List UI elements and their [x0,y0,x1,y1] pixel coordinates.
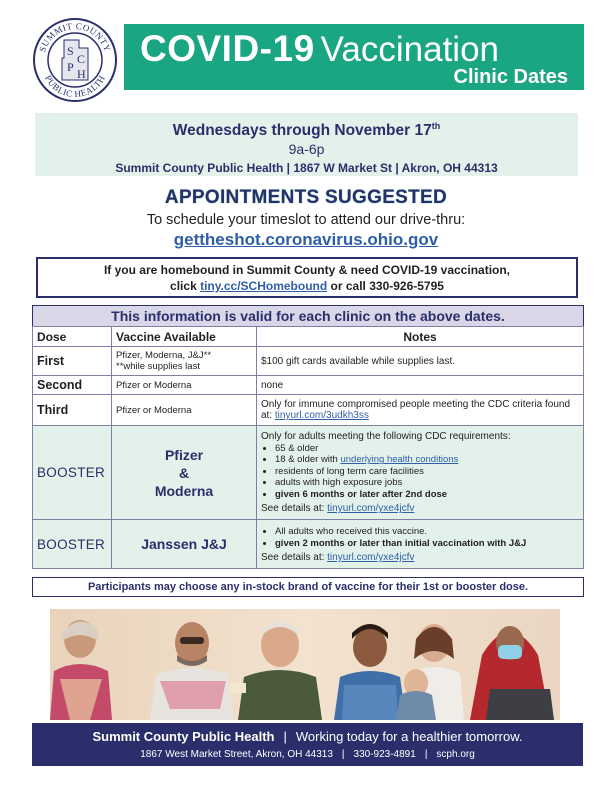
booster1-vaccine-amp: & [178,464,190,481]
footer-org: Summit County Public Health [92,729,275,744]
row-booster2-notes [257,520,584,569]
table-row [33,395,584,426]
booster2-details-text: See details at: [261,552,328,563]
header-vaccine: Vaccine Available [112,327,257,347]
booster1-list [261,443,579,501]
row-second-dose: Second [33,376,112,395]
logo-text-top: SUMMIT COUNTY [37,20,113,54]
vaccine-table [32,326,584,569]
booster2-details [261,552,579,563]
booster1-details-link[interactable]: tinyurl.com/yxe4jcfv [327,503,415,515]
appointments-subtext: To schedule your timeslot to attend our drive-thru: [146,212,466,228]
scph-logo [33,18,117,102]
footer-line2 [32,749,583,760]
schedule-days [35,121,578,140]
booster1-vaccine-moderna: Moderna [154,482,214,499]
booster2-details-link[interactable]: tinyurl.com/yxe4jcfv [327,552,415,563]
participants-note: Participants may choose any in-stock brand of vaccine for their 1st or booster dose. [32,577,584,597]
row-booster1-notes [257,426,584,520]
table-row [33,520,584,569]
footer-address: 1867 West Market Street, Akron, OH 44313 [140,749,333,760]
table-row [33,376,584,395]
row-third-vaccine: Pfizer or Moderna [112,395,257,426]
logo-initial-p: P [67,60,74,74]
homebound-link[interactable]: tiny.cc/SCHomebound [200,279,328,293]
schedule-days-suffix: th [431,121,441,131]
footer-divider: | [341,749,345,760]
table-row [33,426,584,520]
homebound-click-text: click [170,279,201,293]
list-item: • given 6 months or later after 2nd dose [275,489,579,501]
booster1-intro: Only for adults meeting the following CDC requirements: [261,430,511,442]
footer-divider: | [424,749,428,760]
people-photo [50,609,560,720]
row-first-vaccine-line1: Pfizer, Moderna, J&J** [116,350,212,361]
row-second-notes: none [257,376,584,395]
booster1-details [261,503,579,514]
list-item: • 65 & older [275,443,579,455]
row-first-vaccine [112,347,257,376]
table-header-row [33,327,584,347]
logo-initial-h: H [77,67,86,81]
schedule-days-text: Wednesdays through November 17 [172,122,432,140]
row-third-link[interactable]: tinyurl.com/3udkh3ss [274,410,369,421]
booster1-b2-text: 18 & older with [275,454,341,466]
appointments-heading: APPOINTMENTS SUGGESTED [164,187,448,208]
page-title [140,28,499,70]
list-item [275,454,579,466]
booster1-details-text: See details at: [261,503,328,515]
table-row [33,347,584,376]
table-banner: This information is valid for each clinic on the above dates. [32,305,584,327]
row-third-notes [257,395,584,426]
homebound-line2 [38,279,576,293]
row-first-dose: First [33,347,112,376]
homebound-line1: If you are homebound in Summit County & need COVID-19 vaccination, [103,263,511,277]
row-second-vaccine: Pfizer or Moderna [112,376,257,395]
row-booster1-vaccine [112,426,257,520]
footer-phone: 330-923-4891 [353,749,416,760]
list-item: • residents of long term care facilities [275,466,579,478]
schedule-box [35,113,578,176]
homebound-phone-text: or call 330-926-5795 [327,279,444,293]
logo-initial-c: C [77,52,86,66]
row-third-dose: Third [33,395,112,426]
footer-tagline: Working today for a healthier tomorrow. [295,729,523,744]
booster1-vaccine-pfizer: Pfizer [164,446,204,463]
logo-text-bottom: PUBLIC HEALTH [42,73,108,100]
row-booster1-dose: BOOSTER [33,426,112,520]
appointments-link[interactable]: gettheshot.coronavirus.ohio.gov [173,230,439,249]
title-covid: COVID-19 [140,28,315,69]
footer [32,723,583,766]
header-dose: Dose [33,327,112,347]
row-third-notes-text: Only for immune compromised people meeting the CDC criteria found at: [261,399,571,421]
row-booster2-dose: BOOSTER [33,520,112,569]
row-booster2-vaccine: Janssen J&J [112,520,257,569]
footer-website[interactable]: scph.org [436,749,475,760]
homebound-box [36,257,578,298]
row-first-vaccine-line2: **while supplies last [116,361,200,372]
booster2-list [261,526,579,549]
logo-initial-s: S [67,44,74,58]
list-item: • adults with high exposure jobs [275,477,579,489]
row-first-notes: $100 gift cards available while supplies last. [257,347,584,376]
footer-line1 [32,729,583,744]
list-item: • given 2 months or later than initial vaccination with J&J [275,538,579,550]
conditions-link[interactable]: underlying health conditions [340,454,459,466]
page-subtitle: Clinic Dates [453,66,568,88]
schedule-hours: 9a-6p [288,141,325,158]
title-vaccination: Vaccination [320,30,500,69]
schedule-address: Summit County Public Health | 1867 W Market St | Akron, OH 44313 [115,161,498,176]
footer-divider: | [283,729,287,744]
header-notes: Notes [257,327,584,347]
list-item: • All adults who received this vaccine. [275,526,579,538]
